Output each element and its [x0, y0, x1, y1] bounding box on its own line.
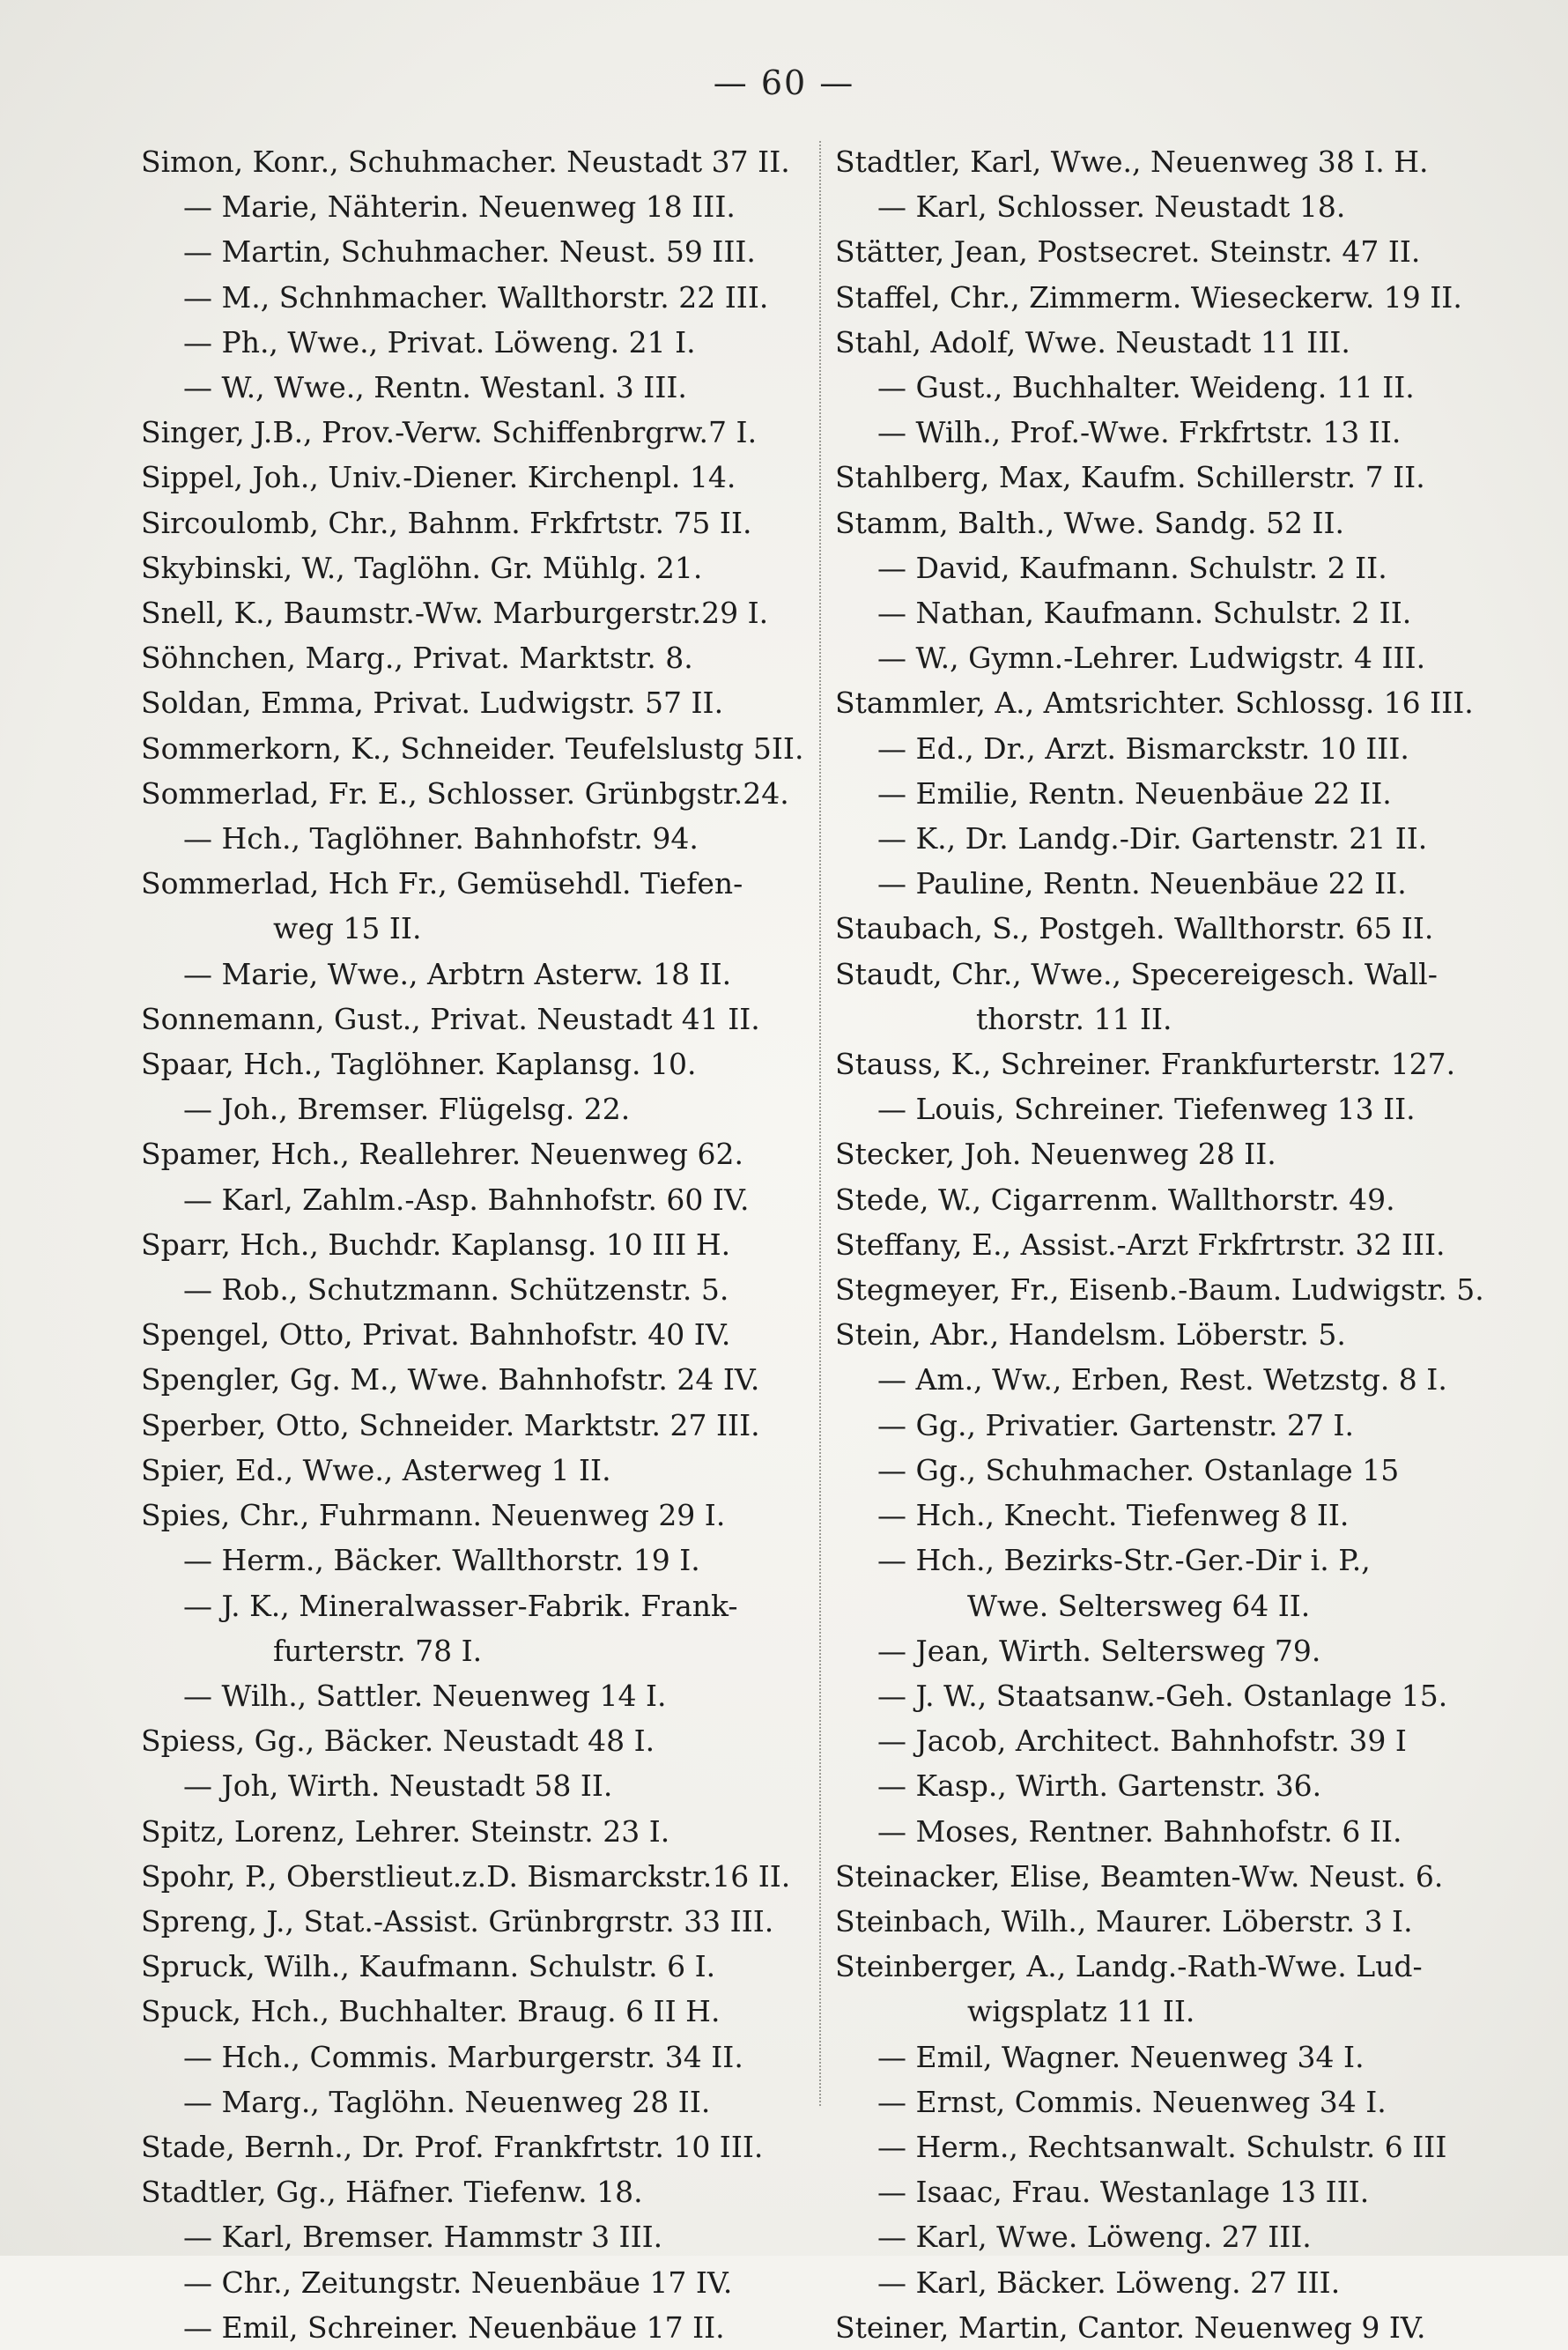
directory-entry: — Ed., Dr., Arzt. Bismarckstr. 10 III.	[877, 730, 1409, 766]
directory-entry: Spies, Chr., Fuhrmann. Neuenweg 29 I.	[141, 1498, 726, 1533]
directory-entry: Stahlberg, Max, Kaufm. Schillerstr. 7 II.	[835, 460, 1425, 495]
directory-entry: Stede, W., Cigarrenm. Wallthorstr. 49.	[835, 1182, 1395, 1217]
directory-entry-continuation: thorstr. 11 II.	[976, 1001, 1172, 1036]
directory-entry: — Marg., Taglöhn. Neuenweg 28 II.	[183, 2084, 711, 2119]
directory-entry: Sonnemann, Gust., Privat. Neustadt 41 II.	[141, 1001, 760, 1036]
directory-entry: Staubach, S., Postgeh. Wallthorstr. 65 II.	[835, 911, 1434, 946]
column-divider	[819, 141, 821, 2106]
directory-entry: Stadtler, Karl, Wwe., Neuenweg 38 I. H.	[835, 145, 1429, 179]
directory-entry: — Emilie, Rentn. Neuenbäue 22 II.	[877, 775, 1392, 811]
directory-entry: Söhnchen, Marg., Privat. Marktstr. 8.	[141, 641, 693, 676]
directory-entry: Spuck, Hch., Buchhalter. Braug. 6 II H.	[141, 1994, 721, 2029]
directory-entry: Sperber, Otto, Schneider. Marktstr. 27 III.	[141, 1407, 760, 1442]
directory-entry: Sircoulomb, Chr., Bahnm. Frkfrtstr. 75 II.	[141, 505, 752, 540]
directory-entry: — Marie, Wwe., Arbtrn Asterw. 18 II.	[183, 956, 732, 991]
directory-entry: Spitz, Lorenz, Lehrer. Steinstr. 23 I.	[141, 1813, 670, 1849]
directory-entry: Sommerlad, Fr. E., Schlosser. Grünbgstr.24.	[141, 775, 789, 811]
directory-entry: Steinbach, Wilh., Maurer. Löberstr. 3 I.	[835, 1903, 1413, 1939]
directory-entry: — W., Wwe., Rentn. Westanl. 3 III.	[183, 370, 687, 405]
directory-entry: Skybinski, W., Taglöhn. Gr. Mühlg. 21.	[141, 550, 703, 585]
directory-entry: Stegmeyer, Fr., Eisenb.-Baum. Ludwigstr. 5.	[835, 1272, 1484, 1308]
directory-entry: — Louis, Schreiner. Tiefenweg 13 II.	[877, 1092, 1416, 1127]
directory-entry-continuation: furterstr. 78 I.	[273, 1633, 483, 1668]
directory-entry: Spohr, P., Oberstlieut.z.D. Bismarckstr.16 II.	[141, 1858, 791, 1894]
directory-entry: — Emil, Schreiner. Neuenbäue 17 II.	[183, 2309, 725, 2345]
directory-entry: Spier, Ed., Wwe., Asterweg 1 II.	[141, 1452, 611, 1487]
directory-entry: Spaar, Hch., Taglöhner. Kaplansg. 10.	[141, 1047, 697, 1082]
right-column	[835, 139, 1487, 2350]
directory-entry: Soldan, Emma, Privat. Ludwigstr. 57 II.	[141, 686, 724, 721]
directory-entry: — Karl, Zahlm.-Asp. Bahnhofstr. 60 IV.	[183, 1182, 750, 1217]
directory-entry: — Wilh., Prof.-Wwe. Frkfrtstr. 13 II.	[877, 415, 1402, 450]
directory-entry: — Ph., Wwe., Privat. Löweng. 21 I.	[183, 324, 696, 360]
directory-entry-continuation: Wwe. Seltersweg 64 II.	[967, 1588, 1311, 1623]
directory-entry: — J. W., Staatsanw.-Geh. Ostanlage 15.	[877, 1678, 1448, 1713]
directory-entry: Spengler, Gg. M., Wwe. Bahnhofstr. 24 IV.	[141, 1362, 760, 1397]
directory-entry: — Kasp., Wirth. Gartenstr. 36.	[877, 1768, 1322, 1804]
directory-entry: — Gust., Buchhalter. Weideng. 11 II.	[877, 370, 1415, 405]
directory-entry: Sparr, Hch., Buchdr. Kaplansg. 10 III H.	[141, 1227, 731, 1262]
directory-entry: Spengel, Otto, Privat. Bahnhofstr. 40 IV.	[141, 1317, 731, 1353]
left-column	[141, 139, 810, 2350]
directory-entry: Spruck, Wilh., Kaufmann. Schulstr. 6 I.	[141, 1949, 716, 1984]
directory-entry: Staffel, Chr., Zimmerm. Wieseckerw. 19 II.	[835, 279, 1462, 315]
directory-entry: — Karl, Bäcker. Löweng. 27 III.	[877, 2265, 1341, 2300]
directory-entry: — Hch., Knecht. Tiefenweg 8 II.	[877, 1498, 1350, 1533]
directory-entry: Spiess, Gg., Bäcker. Neustadt 48 I.	[141, 1724, 655, 1759]
directory-entry: Singer, J.B., Prov.-Verw. Schiffenbrgrw.7 I.	[141, 415, 758, 450]
directory-entry: Sippel, Joh., Univ.-Diener. Kirchenpl. 14.	[141, 460, 736, 495]
directory-entry: Stammler, A., Amtsrichter. Schlossg. 16 III.	[835, 686, 1474, 721]
directory-entry: — Jean, Wirth. Seltersweg 79.	[877, 1633, 1321, 1668]
directory-entry: Stade, Bernh., Dr. Prof. Frankfrtstr. 10 III.	[141, 2129, 764, 2164]
directory-entry-continuation: weg 15 II.	[273, 911, 422, 946]
directory-entry: — David, Kaufmann. Schulstr. 2 II.	[877, 550, 1387, 585]
directory-entry: Sommerlad, Hch Fr., Gemüsehdl. Tiefen-	[141, 866, 743, 901]
directory-entry: Steinacker, Elise, Beamten-Ww. Neust. 6.	[835, 1858, 1444, 1894]
directory-entry: Stecker, Joh. Neuenweg 28 II.	[835, 1137, 1276, 1172]
directory-entry: — Am., Ww., Erben, Rest. Wetzstg. 8 I.	[877, 1362, 1447, 1397]
directory-entry: Steiner, Martin, Cantor. Neuenweg 9 IV.	[835, 2309, 1426, 2345]
directory-entry: Steinberger, A., Landg.-Rath-Wwe. Lud-	[835, 1949, 1423, 1984]
directory-entry: Stein, Abr., Handelsm. Löberstr. 5.	[835, 1317, 1346, 1353]
directory-entry: — M., Schnhmacher. Wallthorstr. 22 III.	[183, 279, 769, 315]
directory-entry: — Chr., Zeitungstr. Neuenbäue 17 IV.	[183, 2265, 733, 2300]
directory-entry: — Hch., Bezirks-Str.-Ger.-Dir i. P.,	[877, 1543, 1371, 1578]
directory-entry: — W., Gymn.-Lehrer. Ludwigstr. 4 III.	[877, 641, 1426, 676]
directory-entry: — Herm., Bäcker. Wallthorstr. 19 I.	[183, 1543, 700, 1578]
directory-entry: Spamer, Hch., Reallehrer. Neuenweg 62.	[141, 1137, 744, 1172]
directory-entry: — J. K., Mineralwasser-Fabrik. Frank-	[183, 1588, 738, 1623]
directory-entry: Stamm, Balth., Wwe. Sandg. 52 II.	[835, 505, 1345, 540]
directory-entry: Staudt, Chr., Wwe., Specereigesch. Wall-	[835, 956, 1438, 991]
directory-entry: — Gg., Privatier. Gartenstr. 27 I.	[877, 1407, 1354, 1442]
directory-entry: — Pauline, Rentn. Neuenbäue 22 II.	[877, 866, 1407, 901]
directory-entry: Stadtler, Gg., Häfner. Tiefenw. 18.	[141, 2175, 643, 2210]
directory-entry: — Rob., Schutzmann. Schützenstr. 5.	[183, 1272, 729, 1308]
directory-entry: — Nathan, Kaufmann. Schulstr. 2 II.	[877, 596, 1412, 631]
directory-entry: — Karl, Bremser. Hammstr 3 III.	[183, 2220, 663, 2255]
page-number: — 60 —	[713, 63, 855, 102]
directory-entry: — Hch., Taglöhner. Bahnhofstr. 94.	[183, 821, 699, 856]
directory-entry: — Joh., Bremser. Flügelsg. 22.	[183, 1092, 631, 1127]
directory-entry: — Wilh., Sattler. Neuenweg 14 I.	[183, 1678, 667, 1713]
directory-entry: — Karl, Schlosser. Neustadt 18.	[877, 189, 1346, 225]
directory-entry: — Martin, Schuhmacher. Neust. 59 III.	[183, 234, 756, 270]
directory-entry: Sommerkorn, K., Schneider. Teufelslustg 5II.	[141, 730, 804, 766]
directory-entry: — Gg., Schuhmacher. Ostanlage 15	[877, 1452, 1400, 1487]
directory-entry: — Herm., Rechtsanwalt. Schulstr. 6 III	[877, 2129, 1447, 2164]
directory-entry: — Jacob, Architect. Bahnhofstr. 39 I	[877, 1724, 1407, 1759]
directory-entry: Steffany, E., Assist.-Arzt Frkfrtrstr. 32 III.	[835, 1227, 1446, 1262]
directory-entry: Stahl, Adolf, Wwe. Neustadt 11 III.	[835, 324, 1350, 360]
directory-entry: — Emil, Wagner. Neuenweg 34 I.	[877, 2039, 1365, 2074]
directory-entry: — K., Dr. Landg.-Dir. Gartenstr. 21 II.	[877, 821, 1428, 856]
directory-entry: — Karl, Wwe. Löweng. 27 III.	[877, 2220, 1312, 2255]
directory-entry: Stauss, K., Schreiner. Frankfurterstr. 127.	[835, 1047, 1456, 1082]
directory-entry-continuation: wigsplatz 11 II.	[967, 1994, 1195, 2029]
directory-entry: Spreng, J., Stat.-Assist. Grünbrgrstr. 33 III.	[141, 1903, 774, 1939]
directory-entry: — Marie, Nähterin. Neuenweg 18 III.	[183, 189, 736, 225]
directory-entry: — Ernst, Commis. Neuenweg 34 I.	[877, 2084, 1387, 2119]
directory-entry: — Isaac, Frau. Westanlage 13 III.	[877, 2175, 1370, 2210]
directory-entry: — Hch., Commis. Marburgerstr. 34 II.	[183, 2039, 743, 2074]
directory-entry: Simon, Konr., Schuhmacher. Neustadt 37 II.	[141, 145, 790, 179]
directory-entry: — Joh, Wirth. Neustadt 58 II.	[183, 1768, 613, 1804]
directory-entry: Snell, K., Baumstr.-Ww. Marburgerstr.29 I.	[141, 596, 769, 631]
directory-entry: Stätter, Jean, Postsecret. Steinstr. 47 II.	[835, 234, 1421, 270]
directory-entry: — Moses, Rentner. Bahnhofstr. 6 II.	[877, 1813, 1402, 1849]
